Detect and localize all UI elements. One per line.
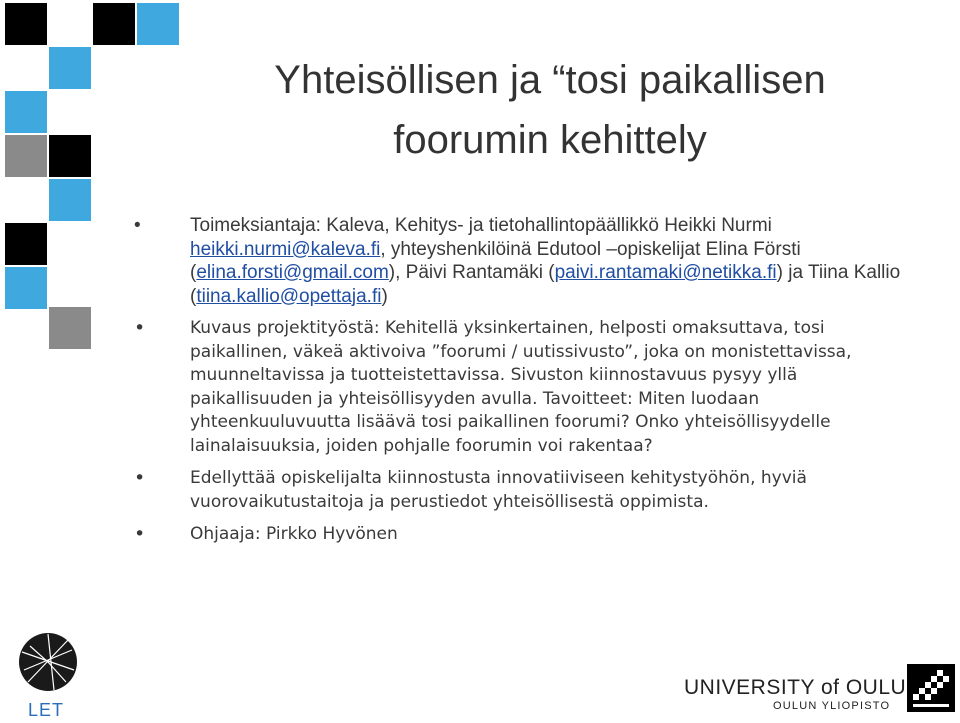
mosaic-square — [49, 47, 91, 89]
supervisor-text: Ohjaaja: Pirkko Hyvönen — [190, 524, 398, 544]
bullet-supervisor — [134, 523, 924, 547]
mosaic-square — [137, 3, 179, 45]
mosaic-square — [49, 179, 91, 221]
mosaic-square — [5, 3, 47, 45]
description-text: Kuvaus projektityöstä: Kehitellä yksinkertainen, helposti omaksuttava, tosi paikallinen, väkeä aktivoiva ”foorumi / uutissivusto”, joka on monistettavissa, muunneltavissa ja tuotteistettavissa. Sivuston kiinnostavuus pysyy yllä paikallisuuden ja yhteisöllisyyden avulla. Tavoitteet: Miten luodaan yhteenkuuluvuutta lisäävä tosi paikallinen foorumi? Onko yhteisöllisyydelle lainalaisuuksia, joiden pohjalle foorumin voi rakentaa? — [190, 318, 852, 456]
bullet-dot: • — [134, 215, 141, 236]
slide-title — [180, 50, 920, 170]
contacts-text: ) ja Tiina Kallio ( — [190, 262, 901, 307]
email-link-heikki[interactable]: heikki.nurmi@kaleva.fi — [190, 238, 381, 260]
mosaic-square — [5, 223, 47, 265]
email-link-tiina[interactable]: tiina.kallio@opettaja.fi — [196, 285, 382, 307]
mosaic-square — [93, 3, 135, 45]
bullet-list — [134, 214, 924, 556]
contacts-text: , yhteyshenkilöinä Edutool –opiskelijat Elina Försti ( — [190, 238, 801, 283]
mosaic-square — [5, 135, 47, 177]
bullet-description — [134, 317, 924, 458]
university-name: UNIVERSITY of OULU — [684, 676, 907, 699]
bullet-dot: • — [134, 523, 146, 545]
email-link-elina[interactable]: elina.forsti@gmail.com — [196, 262, 389, 283]
university-logo-icon — [907, 664, 955, 712]
mosaic-square — [49, 135, 91, 177]
client-text: Toimeksiantaja: Kaleva, Kehitys- ja tietohallintopäällikkö Heikki Nurmi — [190, 215, 772, 236]
mosaic-square — [49, 307, 91, 349]
bullet-dot: • — [134, 317, 146, 339]
email-link-paivi[interactable]: paivi.rantamaki@netikka.fi — [554, 262, 777, 283]
university-name-fi: OULUN YLIOPISTO — [773, 700, 891, 712]
let-logo-icon — [18, 632, 78, 692]
requirements-text: Edellyttää opiskelijalta kiinnostusta innovatiiviseen kehitystyöhön, hyviä vuorovaikutustaitoja ja perustiedot yhteisöllisestä oppimista. — [190, 468, 807, 512]
bullet-requirements — [134, 467, 924, 514]
contacts-text: ) — [381, 285, 388, 307]
contacts-text: ), Päivi Rantamäki ( — [388, 262, 555, 283]
title-line-1: Yhteisöllisen ja “tosi paikallisen — [274, 58, 826, 102]
let-label: LET — [28, 700, 65, 720]
bullet-dot: • — [134, 467, 146, 489]
bullet-client — [134, 214, 924, 308]
mosaic-square — [5, 267, 47, 309]
mosaic-square — [5, 91, 47, 133]
title-line-2: foorumin kehittely — [393, 118, 707, 162]
